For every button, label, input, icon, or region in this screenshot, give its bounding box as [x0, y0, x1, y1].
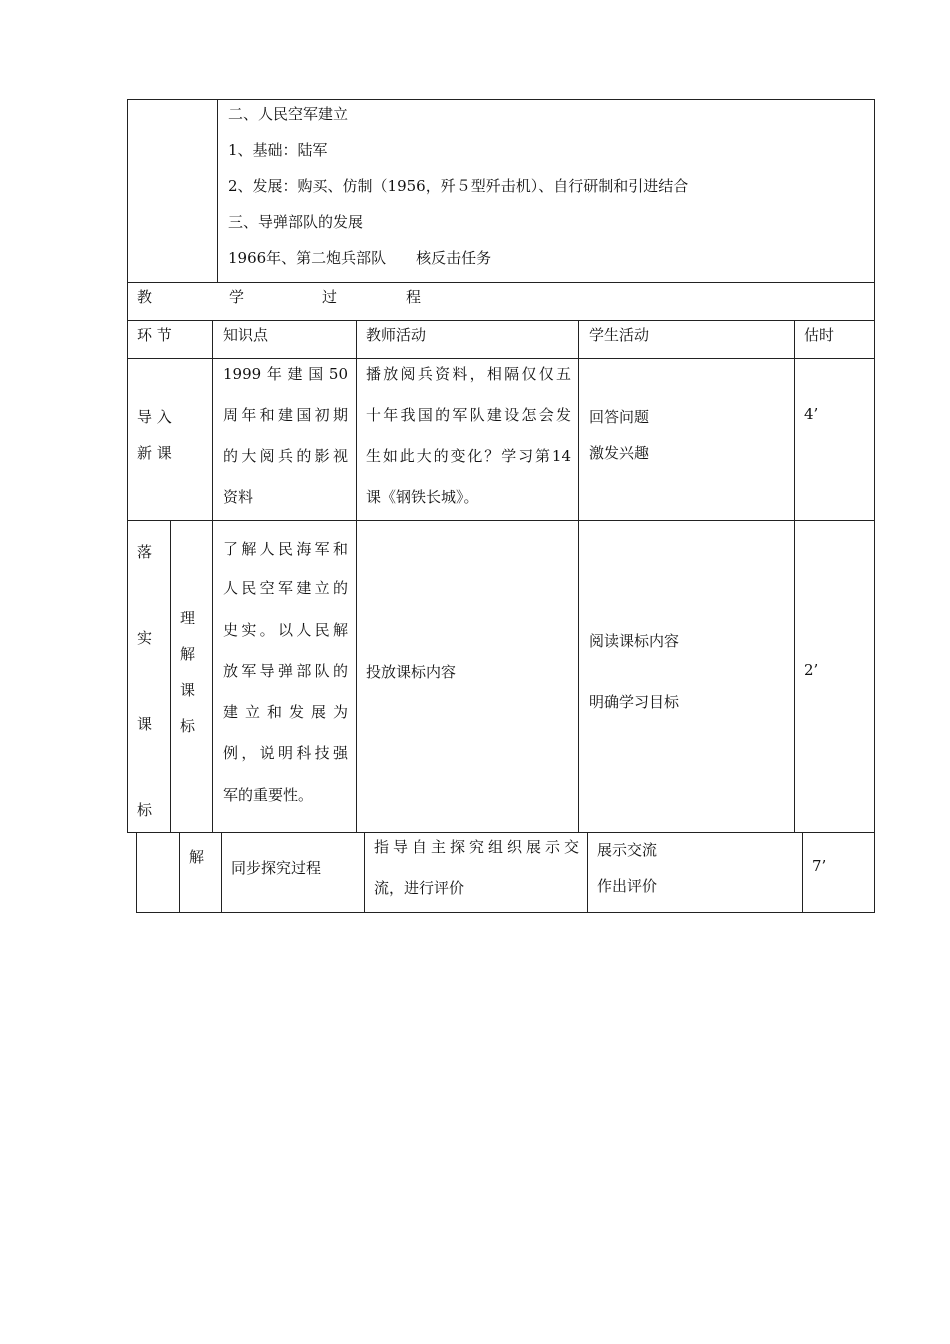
column-header-time: 估时 — [804, 326, 835, 344]
intro-stage-line-1: 导 入 — [137, 408, 172, 426]
top-line-5: 1966年、第二炮兵部队 核反击任务 — [228, 249, 492, 267]
table2-border-left — [136, 832, 137, 913]
table-border-bottom-upper — [127, 832, 875, 833]
table2-divider-5 — [802, 832, 803, 913]
explore-student-line-2: 作出评价 — [597, 877, 658, 895]
standard-knowledge-line-4: 放军导弹部队的 — [223, 662, 348, 680]
standard-knowledge-line-1: 了解人民海军和 — [223, 540, 348, 558]
process-header-char-1: 教 — [137, 288, 153, 306]
standard-student-line-1: 阅读课标内容 — [589, 632, 680, 650]
table2-divider-1 — [179, 832, 180, 913]
table2-divider-4 — [587, 832, 588, 913]
standard-stage-outer-4: 标 — [137, 801, 153, 819]
row-divider-columns — [127, 320, 875, 321]
intro-teacher-line-3: 生如此大的变化？学习第14 — [366, 447, 571, 465]
explore-teacher-line-1: 指导自主探究组织展示交 — [374, 838, 579, 856]
standard-stage-outer-3: 课 — [137, 715, 153, 733]
process-header-char-4: 程 — [406, 288, 422, 306]
table-border-top — [127, 99, 875, 100]
col-divider-4 — [794, 320, 795, 833]
top-line-3: 2、发展：购买、仿制（1956，歼５型歼击机）、自行研制和引进结合 — [228, 177, 689, 195]
standard-teacher: 投放课标内容 — [366, 663, 457, 681]
standard-knowledge-line-7: 军的重要性。 — [223, 786, 314, 804]
process-header-char-2: 学 — [229, 288, 245, 306]
table2-border-right — [874, 832, 875, 913]
column-header-teacher: 教师活动 — [366, 326, 427, 344]
explore-time: 7’ — [812, 857, 827, 875]
standard-stage-inner-2: 解 — [180, 645, 196, 663]
standard-stage-inner-4: 标 — [180, 717, 196, 735]
explore-stage-inner: 解 — [189, 848, 205, 866]
intro-stage-line-2: 新 课 — [137, 444, 172, 462]
row-divider-process — [127, 282, 875, 283]
table-border-right — [874, 99, 875, 833]
intro-knowledge-line-2: 周年和建国初期 — [223, 406, 348, 424]
column-header-student: 学生活动 — [589, 326, 650, 344]
top-line-4: 三、导弹部队的发展 — [228, 213, 364, 231]
standard-stage-outer-2: 实 — [137, 629, 153, 647]
top-cell-divider — [217, 99, 218, 282]
intro-knowledge-line-4: 资料 — [223, 488, 254, 506]
table2-divider-2 — [221, 832, 222, 913]
row-divider-intro — [127, 358, 875, 359]
stage-inner-divider — [170, 520, 171, 833]
row-divider-standard — [127, 520, 875, 521]
table2-divider-3 — [364, 832, 365, 913]
standard-stage-outer-1: 落 — [137, 543, 153, 561]
standard-time: 2’ — [804, 661, 819, 679]
col-divider-3 — [578, 320, 579, 833]
top-line-2: 1、基础：陆军 — [228, 141, 328, 159]
top-line-1: 二、人民空军建立 — [228, 105, 349, 123]
standard-student-line-2: 明确学习目标 — [589, 693, 680, 711]
process-header-char-3: 过 — [322, 288, 338, 306]
intro-student-line-2: 激发兴趣 — [589, 444, 650, 462]
table2-border-bottom — [136, 912, 875, 913]
standard-knowledge-line-5: 建立和发展为 — [223, 703, 348, 721]
column-header-knowledge: 知识点 — [223, 326, 269, 344]
standard-knowledge-line-6: 例，说明科技强 — [223, 744, 348, 762]
standard-knowledge-line-2: 人民空军建立的 — [223, 579, 348, 597]
explore-knowledge: 同步探究过程 — [231, 859, 322, 877]
standard-stage-inner-3: 课 — [180, 681, 196, 699]
intro-time: 4’ — [804, 405, 819, 423]
intro-teacher-line-1: 播放阅兵资料，相隔仅仅五 — [366, 365, 571, 383]
intro-teacher-line-4: 课《钢铁长城》。 — [366, 488, 479, 506]
intro-teacher-line-2: 十年我国的军队建设怎会发 — [366, 406, 571, 424]
col-divider-1 — [212, 320, 213, 833]
intro-knowledge-line-3: 的大阅兵的影视 — [223, 447, 348, 465]
standard-knowledge-line-3: 史实。以人民解 — [223, 621, 348, 639]
column-header-stage: 环 节 — [137, 326, 172, 344]
explore-teacher-line-2: 流，进行评价 — [374, 879, 465, 897]
standard-stage-inner-1: 理 — [180, 609, 196, 627]
intro-knowledge-line-1: 1999年建国50 — [223, 365, 348, 383]
col-divider-2 — [356, 320, 357, 833]
explore-student-line-1: 展示交流 — [597, 841, 658, 859]
table-border-left — [127, 99, 128, 833]
intro-student-line-1: 回答问题 — [589, 408, 650, 426]
